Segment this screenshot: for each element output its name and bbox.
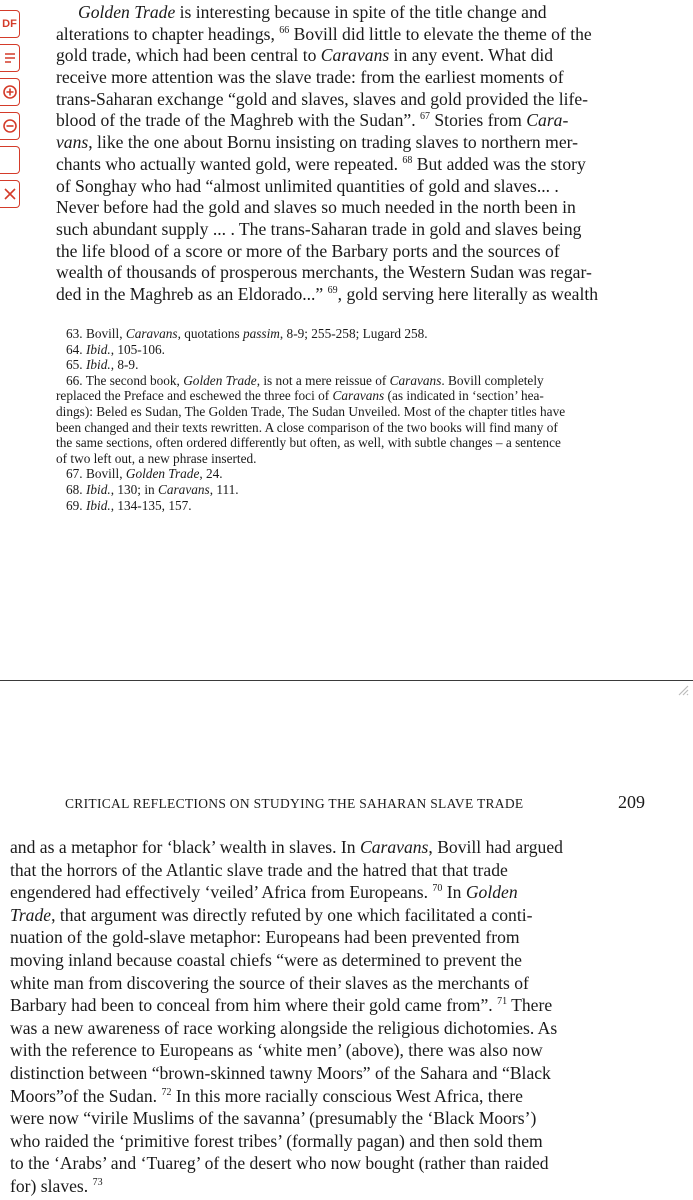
body-line: Golden Trade is interesting because in spite of the title change and — [78, 2, 547, 22]
body-line: the life blood of a score or more of the Barbary ports and the sources of — [56, 240, 560, 261]
body-line: to the ‘Arabs’ and ‘Tuareg’ of the desert who now bought (rather than raided — [10, 1153, 549, 1174]
body-line: ded in the Maghreb as an Eldorado...” $^{69}$, gold serving here literally as wealth — [56, 283, 599, 304]
body-line: engendered had effectively ‘veiled’ Africa from Europeans. $^{70}$ In Golden — [10, 882, 518, 903]
body-line: moving inland because coastal chiefs “were as determined to prevent the — [10, 949, 522, 970]
body-line: and as a metaphor for ‘black’ wealth in slaves. In Caravans, Bovill had argued — [10, 837, 563, 857]
body-line: Barbary had been to conceal from him where their gold came from”. $^{71}$ There — [10, 995, 553, 1016]
footnote: been changed and their texts rewritten. A close comparison of the two books will find many of — [56, 419, 558, 435]
footnote: 64. Ibid., 105-106. — [66, 341, 165, 357]
body-line: of Songhay who had “almost unlimited quantities of gold and slaves... . — [56, 175, 559, 196]
body-line: with the reference to Europeans as ‘white men’ (above), there was also now — [10, 1040, 543, 1061]
page-divider — [0, 680, 693, 681]
footnote: 69. Ibid., 134-135, 157. — [66, 497, 192, 513]
body-line: Trade, that argument was directly refuted by one which facilitated a conti- — [10, 904, 533, 925]
body-line: white man from discovering the source of their slaves as the merchants of — [10, 972, 529, 993]
footnote: 66. The second book, Golden Trade, is not a mere reissue of Caravans. Bovill completely — [66, 372, 544, 388]
body-line: vans, like the one about Bornu insisting on trading slaves to northern mer- — [56, 132, 578, 153]
footnote: dings): Beled es Sudan, The Golden Trade, The Sudan Unveiled. Most of the chapter titles have — [56, 403, 566, 419]
body-line: alterations to chapter headings, $^{66}$ Bovill did little to elevate the theme of the — [56, 23, 592, 44]
top-page-body — [56, 2, 678, 306]
body-line: receive more attention was the slave trade: from the earliest moments of — [56, 67, 564, 88]
body-line: wealth of thousands of prosperous merchants, the Western Sudan was regar- — [56, 262, 592, 283]
body-line: trans-Saharan exchange “gold and slaves, slaves and gold provided the life- — [56, 88, 589, 109]
page-number: 209 — [618, 792, 645, 812]
body-line: who raided the ‘primitive forest tribes’ (formally pagan) and then sold them — [10, 1130, 543, 1151]
footnote: 68. Ibid., 130; in Caravans, 111. — [66, 481, 239, 497]
blank-icon[interactable] — [0, 146, 20, 174]
zoom-in-icon[interactable] — [0, 78, 20, 106]
body-line: blood of the trade of the Maghreb with the Sudan”. $^{67}$ Stories from Cara- — [56, 110, 569, 131]
body-line: Moors”of the Sudan. $^{72}$ In this more racially conscious West Africa, there — [10, 1085, 523, 1106]
footnote: replaced the Preface and eschewed the three foci of Caravans (as indicated in ‘section’ hea- — [56, 388, 544, 404]
pdf-icon[interactable]: DF — [0, 10, 20, 38]
body-line: distinction between “brown-skinned tawny Moors” of the Sahara and “Black — [10, 1062, 551, 1083]
page-header — [65, 792, 645, 814]
body-line: such abundant supply ... . The trans-Saharan trade in gold and slaves being — [56, 218, 582, 239]
footnote: of two left out, a new phrase inserted. — [56, 450, 257, 466]
body-line: Never before had the gold and slaves so much needed in the north been in — [56, 197, 576, 218]
footnote: 63. Bovill, Caravans, quotations passim, 8-9; 255-258; Lugard 258. — [66, 326, 428, 341]
body-line: chants who actually wanted gold, were repeated. $^{68}$ But added was the story — [56, 153, 586, 174]
body-line: were now “virile Muslims of the savanna’ (presumably the ‘Black Moors’) — [10, 1108, 537, 1129]
body-line: was a new awareness of race working alongside the religious dichotomies. As — [10, 1017, 558, 1038]
body-line: gold trade, which had been central to Caravans in any event. What did — [56, 45, 554, 66]
footnotes — [56, 326, 678, 513]
body-line: that the horrors of the Atlantic slave trade and the hatred that that trade — [10, 859, 508, 880]
resize-grip-icon[interactable] — [677, 683, 689, 695]
text-edit-icon[interactable] — [0, 44, 20, 72]
footnote: 67. Bovill, Golden Trade, 24. — [66, 466, 223, 482]
close-icon[interactable] — [0, 180, 20, 208]
running-head: CRITICAL REFLECTIONS ON STUDYING THE SAHARAN SLAVE TRADE — [65, 796, 524, 811]
body-line: nuation of the gold-slave metaphor: Europeans had been prevented from — [10, 927, 520, 948]
zoom-out-icon[interactable] — [0, 112, 20, 140]
footnote: the same sections, often ordered differently but often, as well, with subtle changes – a sentence — [56, 435, 561, 451]
footnote: 65. Ibid., 8-9. — [66, 357, 139, 373]
annotation-toolbar — [0, 0, 24, 220]
body-line: for) slaves. $^{73}$ — [10, 1175, 103, 1196]
bottom-page-body — [10, 836, 630, 1198]
